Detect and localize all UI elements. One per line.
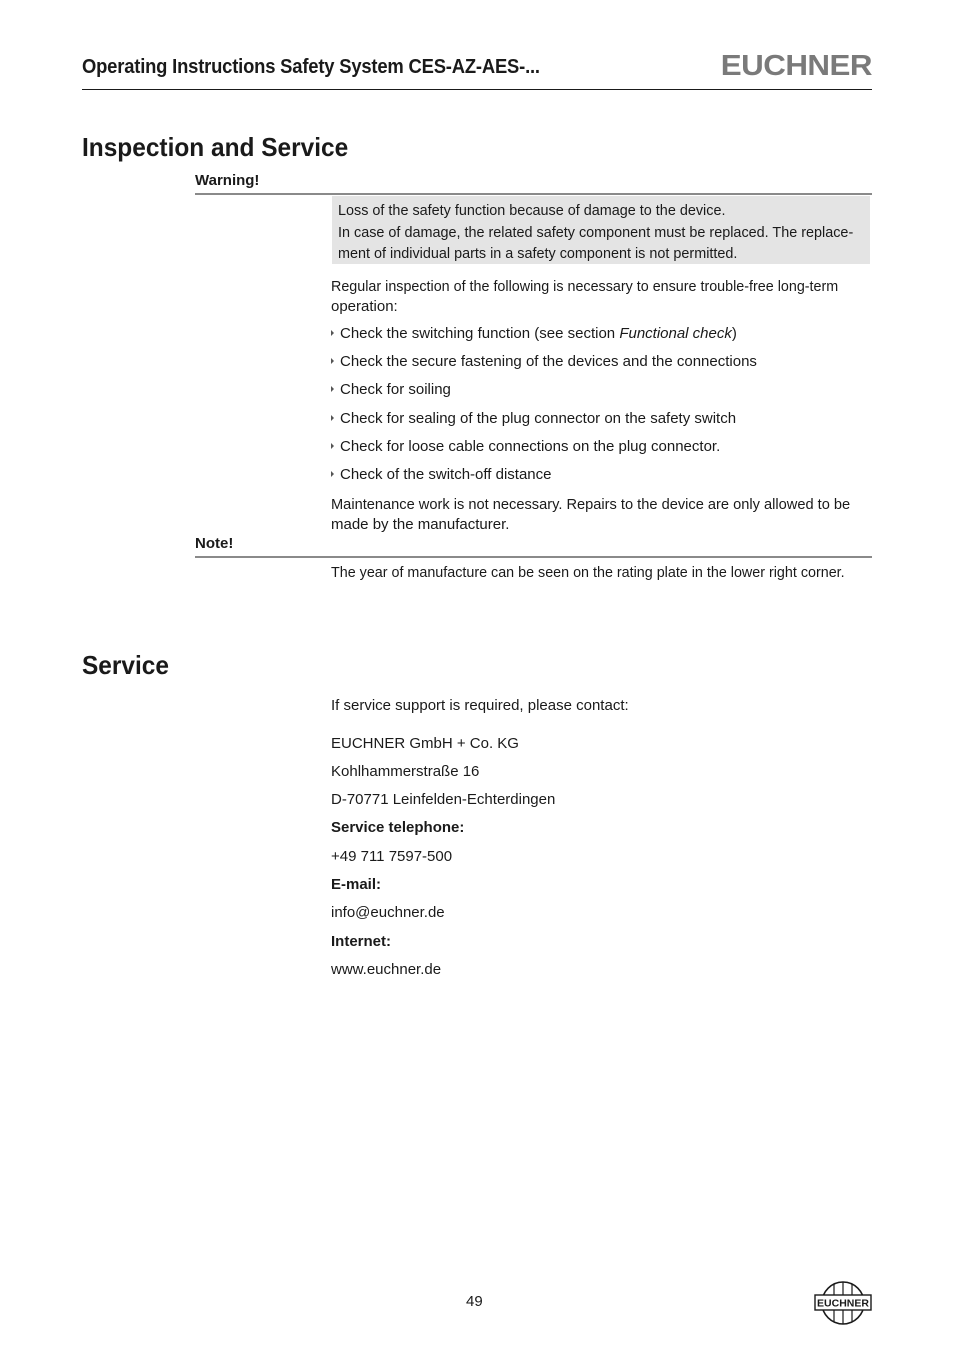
page-number: 49 <box>466 1293 483 1310</box>
badge-text: EUCHNER <box>817 1297 869 1310</box>
note-label: Note! <box>195 535 234 552</box>
warning-line: In case of damage, the related safety component must be replaced. The replace- <box>338 223 854 241</box>
header-title: Operating Instructions Safety System CES-AZ-AES-... <box>82 56 540 78</box>
phone-label: Service telephone: <box>331 819 465 836</box>
intro-line: Regular inspection of the following is necessary to ensure trouble-free long-term <box>331 278 839 295</box>
check-item: Check for loose cable connections on the plug connector. <box>331 438 720 455</box>
check-item: Check for sealing of the plug connector on the safety switch <box>331 410 736 427</box>
street-address: Kohlhammerstraße 16 <box>331 763 480 780</box>
section-reference: Functional check <box>619 325 732 342</box>
note-paragraph <box>331 563 872 583</box>
bullet-arrow-icon <box>331 443 334 449</box>
bullet-arrow-icon <box>331 330 334 336</box>
bullet-arrow-icon <box>331 358 334 364</box>
check-item: Check for soiling <box>331 381 451 398</box>
warning-rule <box>195 193 872 195</box>
warning-label: Warning! <box>195 172 260 189</box>
intro-line: operation: <box>331 297 398 315</box>
check-item: Check of the switch-off distance <box>331 466 552 483</box>
section-heading-service: Service <box>82 650 169 680</box>
section-heading-inspection: Inspection and Service <box>82 132 349 162</box>
check-item: Check the secure fastening of the devices and the connections <box>331 353 757 370</box>
euchner-badge-icon <box>814 1279 872 1327</box>
city-address: D-70771 Leinfelden-Echterdingen <box>331 791 556 808</box>
bullet-arrow-icon <box>331 415 334 421</box>
note-text: The year of manufacture can be seen on the rating plate in the lower right corner. <box>331 564 845 581</box>
internet-label: Internet: <box>331 933 391 950</box>
check-item: Check the switching function (see section Functional check) <box>331 325 737 342</box>
email-label: E-mail: <box>331 876 382 893</box>
inspection-intro <box>331 277 872 316</box>
note-rule <box>195 556 872 558</box>
company-name: EUCHNER GmbH + Co. KG <box>331 735 519 752</box>
maintenance-line: Maintenance work is not necessary. Repairs to the device are only allowed to be <box>331 496 851 513</box>
maintenance-line: made by the manufacturer. <box>331 515 510 533</box>
warning-line: Loss of the safety function because of damage to the device. <box>338 202 726 219</box>
email-address: info@euchner.de <box>331 904 445 921</box>
bullet-arrow-icon <box>331 471 334 477</box>
warning-box <box>332 196 870 264</box>
service-intro: If service support is required, please contact: <box>331 697 629 714</box>
euchner-logo: EUCHNER <box>720 50 872 82</box>
warning-line: ment of individual parts in a safety component is not permitted. <box>338 245 738 262</box>
bullet-arrow-icon <box>331 386 334 392</box>
page-header <box>82 52 872 90</box>
website-url: www.euchner.de <box>331 961 442 978</box>
maintenance-paragraph <box>331 495 872 534</box>
phone-number: +49 711 7597-500 <box>331 848 453 865</box>
